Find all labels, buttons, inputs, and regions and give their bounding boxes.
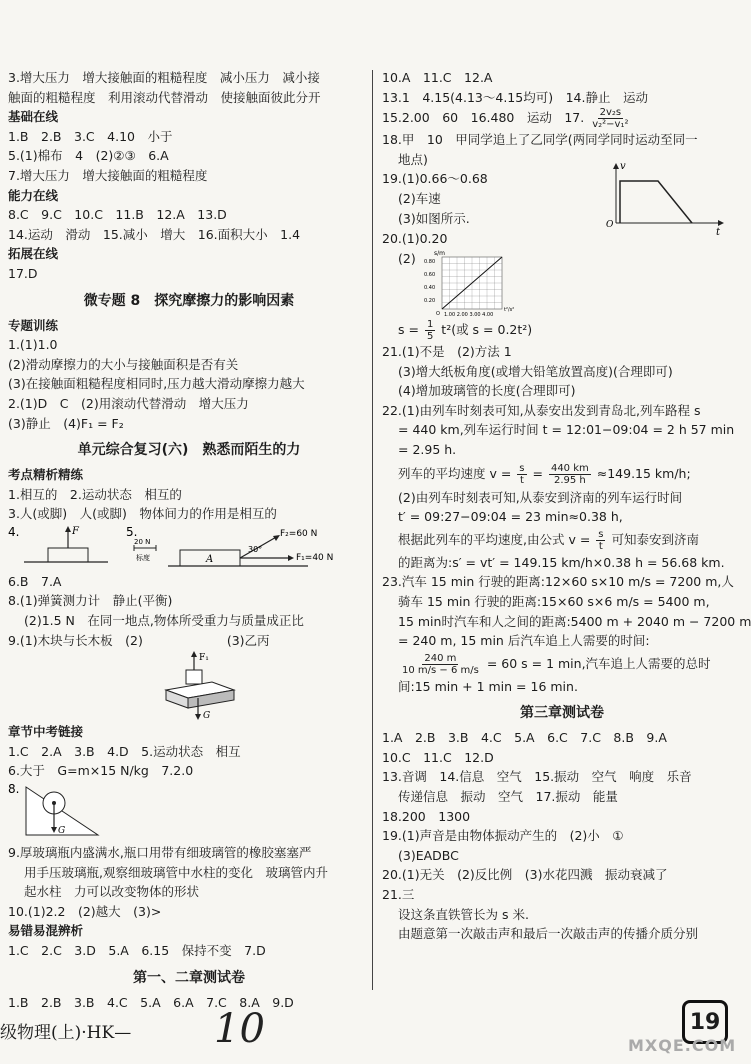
answer-line <box>382 527 742 553</box>
fraction <box>400 653 481 676</box>
fig8-g-label: G <box>58 826 66 837</box>
fraction-denominator: t <box>598 540 603 552</box>
answer-line: (2) <box>398 250 416 266</box>
answer-line <box>382 460 742 488</box>
fraction <box>517 463 526 486</box>
fig9-cylinder <box>186 670 202 684</box>
answer-line: 17.D <box>8 265 38 281</box>
answer-text: t²(或 s = 0.2t²) <box>441 321 533 337</box>
answer-line: 10.(1)2.2 (2)越大 (3)> <box>8 903 162 919</box>
answer-line: 1.B 2.B 3.C 4.10 小于 <box>8 128 173 144</box>
fraction-numerator: 1 <box>426 318 434 330</box>
fraction-numerator: s <box>519 462 525 474</box>
answer-line: 起水柱 力可以改变物体的形状 <box>24 884 200 900</box>
section-heading: 易错易混辨析 <box>8 923 84 939</box>
fig5-f2: F₂=60 N <box>280 528 318 539</box>
answer-text: s = <box>398 321 423 337</box>
answer-line: 由题意第一次敲击声和最后一次敲击声的传播介质分别 <box>398 926 699 942</box>
answer-line: 1.C 2.A 3.B 4.D 5.运动状态 相互 <box>8 743 241 759</box>
fig5-scale-label: 标度 <box>136 553 150 562</box>
answer-line: (3)增大纸板角度(或增大铅笔放置高度)(合理即可) <box>398 363 673 379</box>
incline-diagram-8 <box>8 781 370 843</box>
fraction-denominator: v₂²−v₁² <box>592 119 629 131</box>
answer-line: 1.(1)1.0 <box>8 337 58 353</box>
left-column <box>8 68 370 1012</box>
q19-vt-line <box>620 181 692 223</box>
fig5-f1: F₁=40 N <box>296 552 334 563</box>
answer-line: 1.C 2.C 3.D 5.A 6.15 保持不变 7.D <box>8 943 266 958</box>
answer-line: 1.A 2.B 3.B 4.C 5.A 6.C 7.C 8.B 9.A <box>382 730 667 746</box>
page-number: 19 <box>682 1000 728 1044</box>
q20-y-tick: 0.20 <box>423 297 435 304</box>
fig9-f1-label: F₁ <box>199 653 209 664</box>
handwritten-note: 10 <box>214 1006 265 1052</box>
answer-text: = 60 s = 1 min,汽车追上人需要的总时 <box>486 655 711 671</box>
section-heading: 能力在线 <box>8 187 59 203</box>
answer-line: 21.(1)不是 (2)方法 1 <box>382 343 512 359</box>
fraction <box>425 319 435 342</box>
topic-title: 微专题 8 探究摩擦力的影响因素 <box>83 292 295 309</box>
q19-text <box>382 169 488 228</box>
fraction-numerator: 440 km <box>550 462 589 474</box>
fraction-denominator: 5 <box>426 330 434 342</box>
answer-line: 7.增大压力 增大接触面的粗糙程度 <box>8 167 208 183</box>
fraction-numerator: 2v₂s <box>599 107 622 119</box>
answer-line: 8.(1)弹簧测力计 静止(平衡) <box>8 593 173 609</box>
answer-line: (3)如图所示. <box>398 210 470 226</box>
q20-y-tick: 0.40 <box>423 284 435 291</box>
answer-line: 22.(1)由列车时刻表可知,从泰安出发到青岛北,列车路程 s <box>382 402 701 418</box>
answer-text: 列车的平均速度 v = <box>398 465 516 481</box>
answer-line: 23.汽车 15 min 行驶的距离:12×60 s×10 m/s = 7200 m,人 <box>382 574 734 590</box>
q20-origin-label: O <box>435 310 440 317</box>
watermark: MXQE.COM <box>628 1036 737 1055</box>
section-heading: 基础在线 <box>8 109 59 125</box>
answer-line: 13.1 4.15(4.13～4.15均可) 14.静止 运动 <box>382 89 648 105</box>
force-diagram-9 <box>8 650 370 722</box>
answer-text: = <box>532 465 547 481</box>
answer-line: 3.增大压力 增大接触面的粗糙程度 减小压力 减小接 <box>8 70 320 85</box>
answer-line: 1.相互的 2.运动状态 相互的 <box>8 486 182 502</box>
answer-text: (3)乙丙 <box>226 632 270 648</box>
fraction-denominator: 2.95 h <box>553 474 586 486</box>
answer-line: 1.B 2.B 3.B 4.C 5.A 6.A 7.C 8.A 9.D <box>8 994 294 1010</box>
answer-line: (3)静止 (4)F₁ = F₂ <box>8 415 124 431</box>
fraction-denominator: t <box>519 474 524 486</box>
answer-line: 9.厚玻璃瓶内盛满水,瓶口用带有细玻璃管的橡胶塞塞严 <box>8 845 312 861</box>
column-divider <box>372 70 373 990</box>
answer-line: 骑车 15 min 行驶的距离:15×60 s×6 m/s = 5400 m, <box>398 593 710 609</box>
fraction <box>590 107 630 130</box>
fig5-angle: 30° <box>248 544 263 554</box>
answer-line: 3.人(或脚) 人(或脚) 物体间力的作用是相互的 <box>8 506 277 522</box>
fig5-block-label: A <box>206 553 214 565</box>
fig4-block <box>48 548 88 562</box>
answer-line: 18.甲 10 甲同学追上了乙同学(两同学同时运动至同一 <box>382 132 698 148</box>
section-heading: 专题训练 <box>8 317 59 333</box>
answer-line: (4)增加玻璃管的长度(合理即可) <box>398 383 576 399</box>
answer-line: 6.B 7.A <box>8 573 62 589</box>
answer-line: 10.A 11.C 12.A <box>382 70 493 85</box>
answer-line: 设这条直铁管长为 s 米. <box>398 906 529 922</box>
section-heading: 章节中考链接 <box>8 724 84 740</box>
section-heading: 拓展在线 <box>8 246 59 262</box>
force-diagrams-4-5 <box>8 524 370 572</box>
answer-line: (2)滑动摩擦力的大小与接触面积是否有关 <box>8 356 239 372</box>
q19-t-label: t <box>715 227 720 239</box>
answer-line: 2.(1)D C (2)用滚动代替滑动 增大压力 <box>8 395 249 411</box>
right-column <box>382 68 751 944</box>
chapter-test-title: 第三章测试卷 <box>520 705 604 722</box>
fig4-force-label: F <box>72 525 79 537</box>
answer-line: 18.200 1300 <box>382 808 471 824</box>
answer-line: 21.三 <box>382 887 415 903</box>
answer-text: 15.2.00 60 16.480 运动 17. <box>382 110 585 126</box>
answer-text: 根据此列车的平均速度,由公式 v = <box>398 531 595 547</box>
q20-x-axis-label: t²/s² <box>503 306 514 313</box>
answer-line: 用手压玻璃瓶,观察细玻璃管中水柱的变化 玻璃管内升 <box>24 864 328 880</box>
answer-line <box>8 631 370 651</box>
answer-line <box>382 319 742 342</box>
fig9-g-label: G <box>203 711 211 722</box>
answer-line: (2)1.5 N 在同一地点,物体所受重力与质量成正比 <box>24 613 304 629</box>
q20-y-axis-label: s/m <box>433 249 445 257</box>
answer-line: = 240 m, 15 min 后汽车追上人需要的时间: <box>398 633 650 649</box>
fraction <box>596 529 605 552</box>
answer-line: 传递信息 振动 空气 17.振动 能量 <box>398 789 618 805</box>
answer-line: (2)由列车时刻表可知,从泰安到济南的列车运行时间 <box>398 489 683 505</box>
q20-x-ticks: 1.00 2.00 3.00 4.00 <box>443 311 494 318</box>
answer-line: 6.大于 G=m×15 N/kg 7.2.0 <box>8 763 194 779</box>
answer-line: 15 min时汽车和人之间的距离:5400 m + 2040 m − 7200 m <box>398 613 751 629</box>
q19-vt-graph <box>605 159 726 239</box>
answer-line: 地点) <box>398 151 428 167</box>
answer-line: (2)车速 <box>398 190 441 206</box>
answer-line: (3)在接触面粗糙程度相同时,压力越大滑动摩擦力越大 <box>8 376 305 392</box>
q19-v-label: v <box>619 161 626 173</box>
answer-line: 19.(1)0.66～0.68 <box>382 171 488 187</box>
answer-line: 间:15 min + 1 min = 16 min. <box>398 678 578 694</box>
answer-line: 19.(1)声音是由物体振动产生的 (2)小 ① <box>382 828 624 844</box>
footer-subject: 级物理(上)·HK— <box>0 1023 132 1043</box>
answer-line: 14.运动 滑动 15.减小 增大 16.面积大小 1.4 <box>8 226 301 242</box>
fig4-label: 4. <box>8 524 20 539</box>
fig8-label: 8. <box>8 782 20 797</box>
answer-line: 20.(1)无关 (2)反比例 (3)水花四溅 振动衰减了 <box>382 867 668 883</box>
answer-line <box>382 107 742 130</box>
answer-line: 8.C 9.C 10.C 11.B 12.A 13.D <box>8 207 227 223</box>
fig5-label: 5. <box>126 524 138 539</box>
unit-title: 单元综合复习(六) 熟悉而陌生的力 <box>77 442 301 459</box>
answer-line: = 440 km,列车运行时间 t = 12:01−09:04 = 2 h 57 min <box>398 422 735 438</box>
answer-line: 13.音调 14.信息 空气 15.振动 空气 响度 乐音 <box>382 769 692 785</box>
answer-line: 20.(1)0.20 <box>382 231 448 247</box>
answer-line: 触面的粗糙程度 利用滚动代替滑动 使接触面彼此分开 <box>8 89 321 105</box>
answer-line: t′ = 09:27−09:04 = 23 min≈0.38 h, <box>398 509 623 525</box>
answer-text: 9.(1)木块与长木板 (2) <box>8 632 143 648</box>
fraction-numerator: s <box>598 528 604 540</box>
answer-line: 5.(1)棉布 4 (2)②③ 6.A <box>8 148 169 164</box>
answer-line <box>382 651 742 677</box>
answer-line: 10.C 11.C 12.D <box>382 749 494 765</box>
fig5-scale-value: 20 N <box>134 537 151 546</box>
answer-text: 可知泰安到济南 <box>611 531 699 547</box>
answer-line: = 2.95 h. <box>398 441 457 457</box>
answer-text: ≈149.15 km/h; <box>596 465 691 481</box>
answer-line: 的距离为:s′ = vt′ = 149.15 km/h×0.38 h = 56.68 km. <box>398 554 725 570</box>
q20-graph-row <box>382 249 742 319</box>
q20-st2-graph <box>420 249 530 319</box>
q20-y-tick: 0.80 <box>423 258 435 265</box>
fraction <box>549 463 591 486</box>
fraction-denominator: 10 m/s − 6 m/s <box>402 664 479 676</box>
answer-line: (3)EADBC <box>398 847 459 863</box>
fraction-numerator: 240 m <box>424 652 457 664</box>
chapter-test-title: 第一、二章测试卷 <box>133 969 245 986</box>
q20-y-tick: 0.60 <box>423 271 435 278</box>
section-heading: 考点精析精练 <box>8 467 84 483</box>
q19-origin-label: O <box>605 220 614 231</box>
